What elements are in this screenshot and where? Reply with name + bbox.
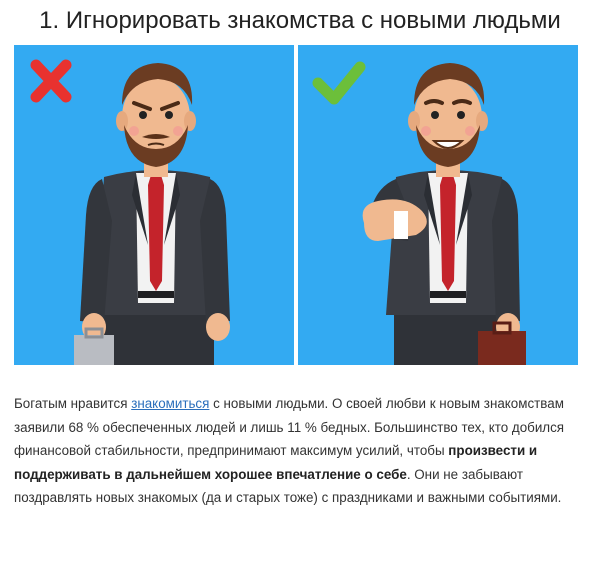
article-heading: 1. Игнорировать знакомства с новыми людьми <box>39 7 561 34</box>
article-text-3: . Они не забывают поздравлять новых знакомых (да и старых тоже) с праздниками и важными событиями. <box>14 466 562 505</box>
illustration-right <box>298 45 578 365</box>
green-check-icon <box>318 67 360 99</box>
illustration-wrong <box>14 45 294 365</box>
man-smiling-illustration <box>298 45 578 365</box>
red-cross-icon <box>36 65 66 97</box>
article-text-2: с новыми людьми. О своей любви к новым знакомствам заявили 68 % обеспеченных людей и лишь 11 % бедных. Большинство тех, кто добился финансовой стабильности, предпринимают максимум усилий, чтобы <box>14 396 565 458</box>
article-text-1: Богатым нравится <box>14 396 132 411</box>
article-link-znakomitsya[interactable]: знакомиться <box>131 396 210 411</box>
article-bold-text: произвести и поддерживать в дальнейшем хорошее впечатление о себе <box>14 443 538 482</box>
man-frowning-illustration <box>14 45 294 365</box>
article-paragraph <box>14 392 586 510</box>
